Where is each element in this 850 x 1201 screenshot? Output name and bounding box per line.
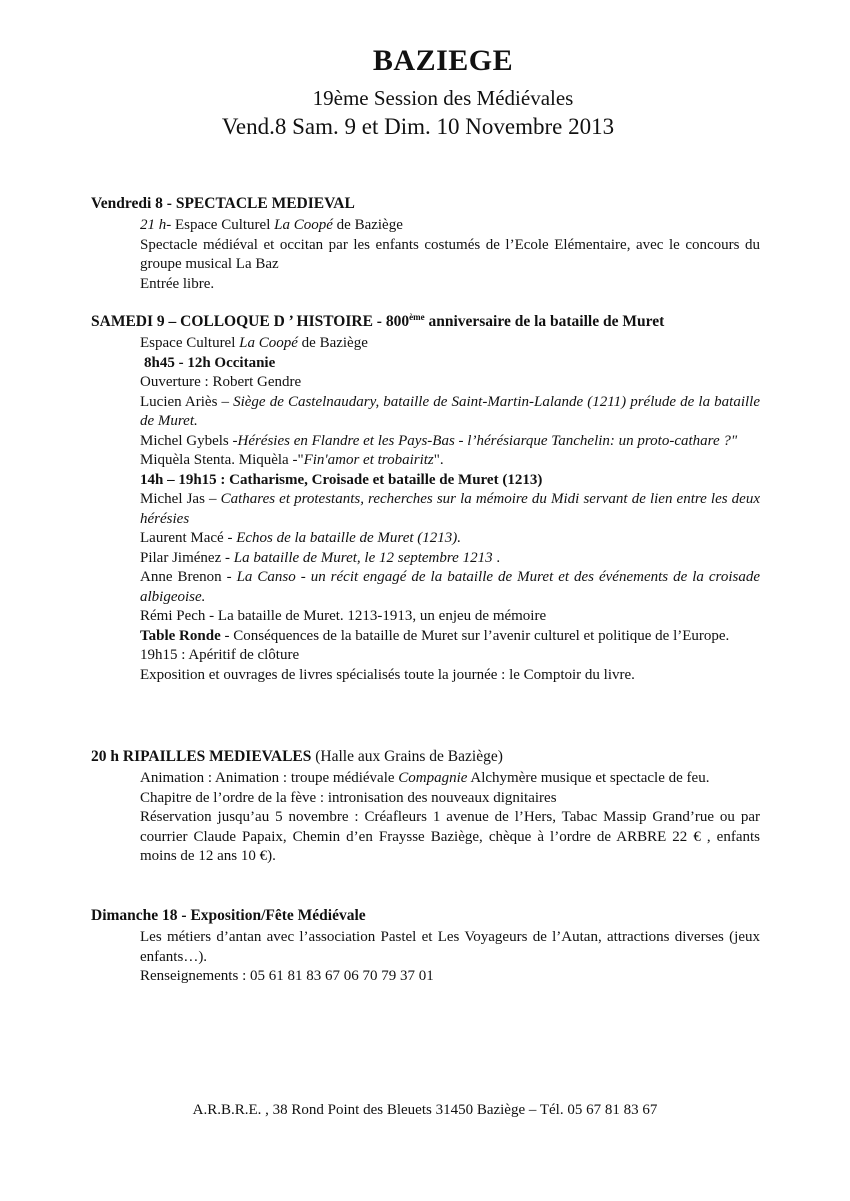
venue-name: La Coopé	[274, 217, 333, 233]
book-exhibition: Exposition et ouvrages de livres spécialisés toute la journée : le Comptoir du livre.	[140, 666, 635, 683]
talk-jas: Michel Jas – Cathares et protestants, recherches sur la mémoire du Midi servant de lien entre les deux hérésies	[140, 491, 760, 527]
opening: Ouverture : Robert Gendre	[140, 374, 302, 390]
sunday-info: Renseignements : 05 61 81 83 67 06 70 79 37 01	[140, 968, 434, 984]
talk-mace: Laurent Macé - Echos de la bataille de Muret (1213).	[140, 530, 462, 546]
talk-brenon: Anne Brenon - La Canso - un récit engagé de la bataille de Muret et des événements de la croisade albigeoise.	[140, 569, 760, 605]
talk-aries: Lucien Ariès – Siège de Castelnaudary, bataille de Saint-Martin-Lalande (1211) prélude de la bataille de Muret.	[140, 393, 760, 429]
morning-session: 8h45 - 12h Occitanie	[144, 354, 276, 371]
footer-address: A.R.B.R.E. , 38 Rond Point des Bleuets 31450 Baziège – Tél. 05 67 81 83 67	[192, 1102, 658, 1118]
sunday-description: Les métiers d’antan avec l’association Pastel et Les Voyageurs de l’Autan, attractions diverses (jeux enfants…).	[140, 929, 760, 965]
ripailles-section	[140, 769, 760, 867]
sunday-section	[140, 928, 760, 987]
closing-aperitif: 19h15 : Apéritif de clôture	[140, 647, 300, 663]
ripailles-heading: 20 h RIPAILLES MEDIEVALES (Halle aux Grains de Baziège)	[91, 748, 503, 765]
event-subtitle: 19ème Session des Médiévales	[312, 86, 574, 110]
saturday-section	[140, 334, 760, 685]
venue-name: La Coopé	[239, 335, 298, 351]
saturday-venue: Espace Culturel La Coopé de Baziège	[140, 335, 368, 351]
afternoon-session: 14h – 19h15 : Catharisme, Croisade et bataille de Muret (1213)	[140, 471, 543, 488]
friday-time: 21 h	[140, 217, 167, 233]
ripailles-chapitre: Chapitre de l’ordre de la fève : intronisation des nouveaux dignitaires	[140, 789, 557, 806]
friday-section	[140, 216, 760, 294]
talk-jimenez: Pilar Jiménez - La bataille de Muret, le 12 septembre 1213 .	[140, 549, 501, 566]
ripailles-animation: Animation : Animation : troupe médiévale Compagnie Alchymère musique et spectacle de feu.	[140, 770, 710, 786]
talk-gybels: Michel Gybels -Hérésies en Flandre et les Pays-Bas - l’hérésiarque Tanchelin: un proto-cathare ?"	[140, 432, 738, 449]
friday-venue: 21 h- Espace Culturel La Coopé de Baziège	[140, 217, 403, 233]
talk-stenta: Miquèla Stenta. Miquèla -"Fin'amor et trobairitz".	[140, 452, 444, 468]
round-table: Table Ronde - Conséquences de la bataille de Muret sur l’avenir culturel et politique de l’Europe.	[140, 627, 730, 644]
ripailles-reservation: Réservation jusqu’au 5 novembre : Créafleurs 1 avenue de l’Hers, Tabac Massip Grand’rue ou par courrier Claude Papaix, Chemin d’en Fraysse Baziège, chèque à l’ordre de ARBRE 22 € , enfants moins de 12 ans 10 €).	[140, 809, 760, 864]
friday-description: Spectacle médiéval et occitan par les enfants costumés de l’Ecole Elémentaire, avec le concours du groupe musical La Baz	[140, 236, 760, 272]
talk-pech: Rémi Pech - La bataille de Muret. 1213-1913, un enjeu de mémoire	[140, 608, 547, 624]
event-dates: Vend.8 Sam. 9 et Dim. 10 Novembre 2013	[221, 114, 615, 139]
saturday-heading: SAMEDI 9 – COLLOQUE D ’ HISTOIRE - 800ème anniversaire de la bataille de Muret	[91, 311, 665, 330]
friday-entry: Entrée libre.	[140, 275, 215, 292]
friday-heading: Vendredi 8 - SPECTACLE MEDIEVAL	[91, 195, 355, 212]
sunday-heading: Dimanche 18 - Exposition/Fête Médiévale	[91, 907, 366, 924]
page-title: BAZIEGE	[372, 44, 514, 77]
